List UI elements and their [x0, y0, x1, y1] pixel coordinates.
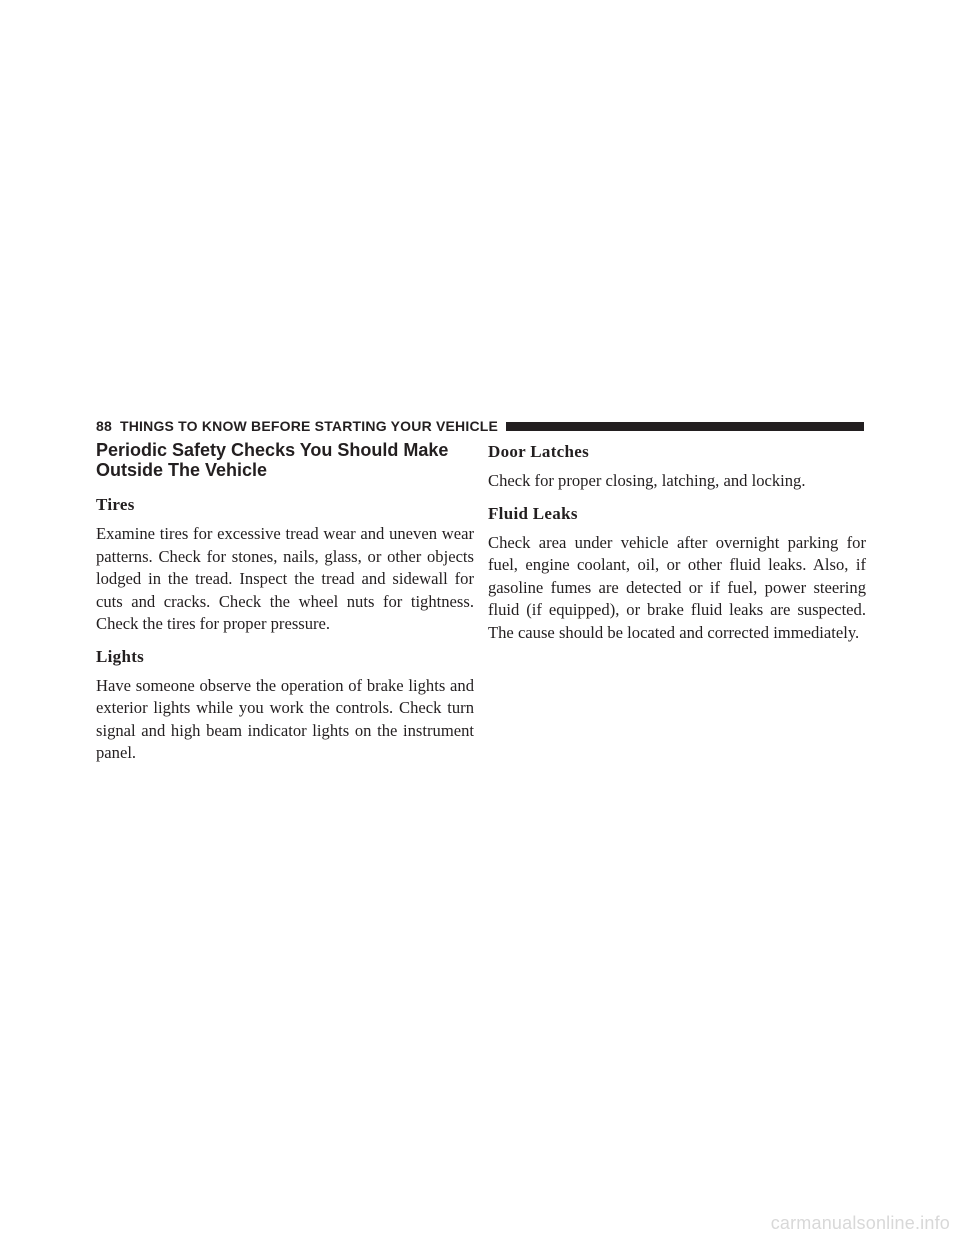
subheading-lights: Lights [96, 646, 145, 666]
header-rule [506, 422, 864, 431]
paragraph-fluid-leaks: Check area under vehicle after overnight parking for fuel, engine coolant, oil, or other fluid leaks. Also, if gasoline fumes are detected or if fuel, power steering fluid (if equipped), or brake fluid leaks are suspected. The cause should be located and corrected immediately. [488, 532, 866, 642]
page-header [96, 418, 864, 434]
paragraph-door-latches: Check for proper closing, latching, and locking. [488, 471, 806, 490]
subheading-tires: Tires [96, 495, 135, 514]
subheading-fluid-leaks: Fluid Leaks [488, 503, 578, 523]
subheading-door-latches: Door Latches [488, 442, 590, 461]
paragraph-tires: Examine tires for excessive tread wear and uneven wear patterns. Check for stones, nails, glass, or other objects lodged in the tread. Inspect the tread and sidewall for cuts and cracks. Check the wheel nuts for tightness. Check the tires for proper pressure. [96, 524, 474, 633]
right-column [488, 441, 866, 654]
paragraph-lights: Have someone observe the operation of brake lights and exterior lights while you work the controls. Check turn signal and high beam indicator lights on the instrument panel. [96, 675, 474, 762]
left-column [96, 440, 474, 775]
section-heading: Periodic Safety Checks You Should Make Outside The Vehicle [96, 440, 449, 480]
watermark: carmanualsonline.info [770, 1213, 950, 1233]
page-number: 88 [96, 418, 112, 434]
running-section-title: THINGS TO KNOW BEFORE STARTING YOUR VEHICLE [119, 418, 499, 434]
